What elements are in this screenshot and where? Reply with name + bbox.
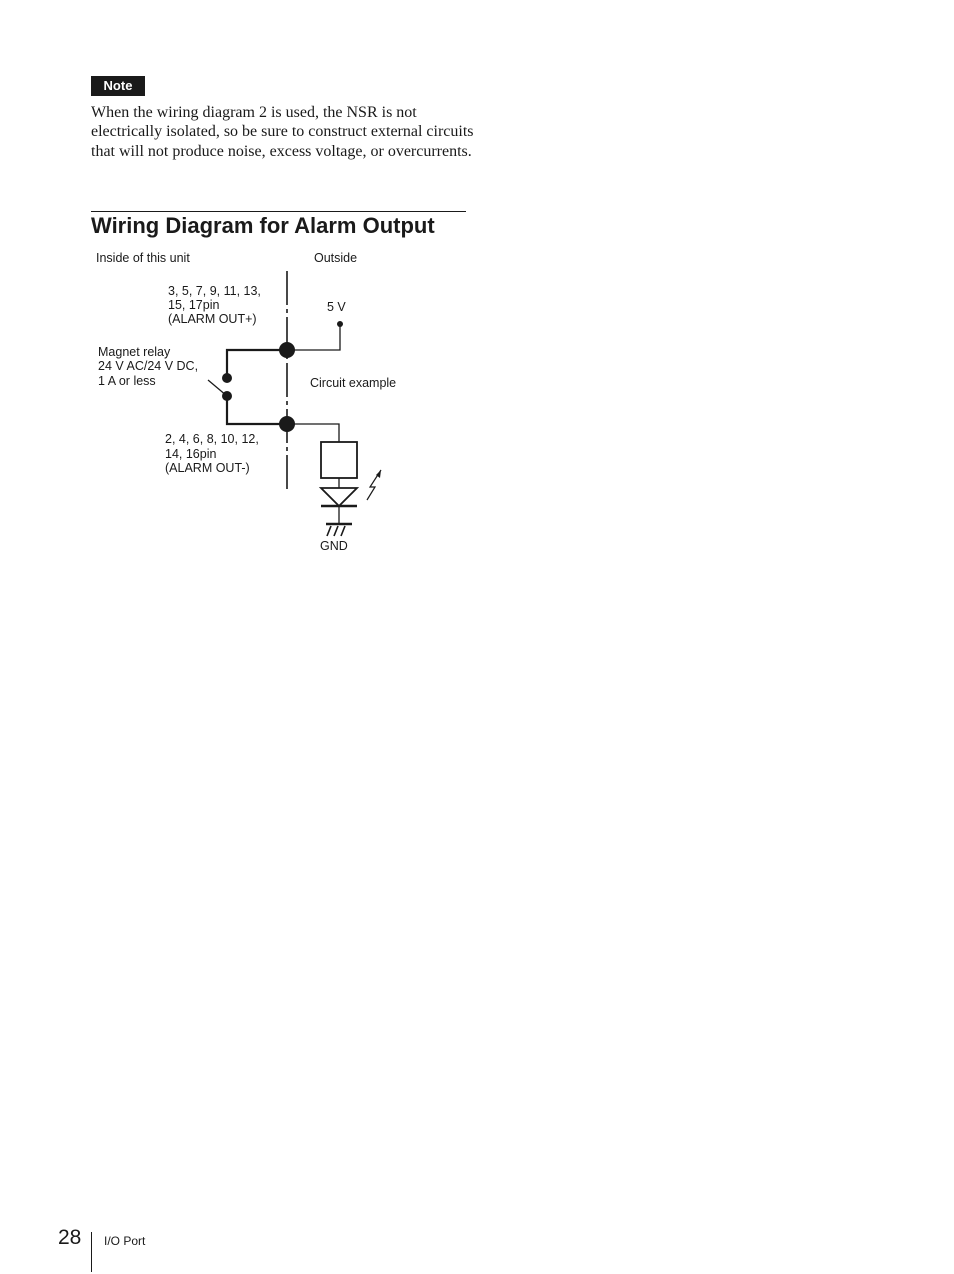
- circuit-example-label: Circuit example: [310, 376, 397, 390]
- relay-contact-upper: [222, 373, 232, 383]
- inside-unit-label: Inside of this unit: [96, 251, 190, 265]
- relay-switch-arm: [208, 380, 227, 396]
- note-text: When the wiring diagram 2 is used, the NSR is not electrically isolated, so be sure to construct external circuits that will not produce noise, excess voltage, or overcurrents.: [91, 104, 474, 160]
- ground-hatch: [341, 526, 345, 536]
- magnet-relay-label: [98, 345, 202, 388]
- voltage-label: 5 V: [327, 300, 346, 314]
- relay-upper-wire: [227, 350, 287, 378]
- alarm-out-plus-line: 3, 5, 7, 9, 11, 13,: [168, 284, 261, 298]
- relay-lower-wire: [227, 396, 287, 424]
- supply-5v-wire: [287, 324, 340, 350]
- relay-contact-lower: [222, 391, 232, 401]
- ground-hatch: [334, 526, 338, 536]
- led-icon: [321, 488, 357, 506]
- magnet-relay-line: Magnet relay: [98, 345, 171, 359]
- alarm-out-plus-line: (ALARM OUT+): [168, 312, 257, 326]
- light-arrow-head: [376, 470, 381, 478]
- section-heading: Wiring Diagram for Alarm Output: [91, 213, 435, 238]
- alarm-out-minus-label: [165, 432, 262, 475]
- footer-section-name: I/O Port: [104, 1234, 146, 1248]
- light-emission-icon: [367, 470, 381, 500]
- magnet-relay-line: 24 V AC/24 V DC,: [98, 359, 199, 373]
- footer-divider: [91, 1232, 92, 1272]
- note-badge: Note: [91, 76, 145, 96]
- alarm-out-minus-line: 14, 16pin: [165, 447, 217, 461]
- ground-hatch: [327, 526, 331, 536]
- load-wire: [287, 424, 339, 442]
- supply-5v-point: [337, 321, 343, 327]
- terminal-alarm-out-minus: [279, 416, 295, 432]
- outside-label: Outside: [314, 251, 358, 265]
- alarm-out-minus-line: 2, 4, 6, 8, 10, 12,: [165, 432, 259, 446]
- magnet-relay-line: 1 A or less: [98, 374, 156, 388]
- alarm-out-plus-label: [168, 284, 264, 326]
- alarm-out-minus-line: (ALARM OUT-): [165, 461, 250, 475]
- load-resistor: [321, 442, 357, 478]
- gnd-label: GND: [320, 539, 348, 553]
- terminal-alarm-out-plus: [279, 342, 295, 358]
- alarm-out-plus-line: 15, 17pin: [168, 298, 220, 312]
- page-number: 28: [58, 1226, 82, 1249]
